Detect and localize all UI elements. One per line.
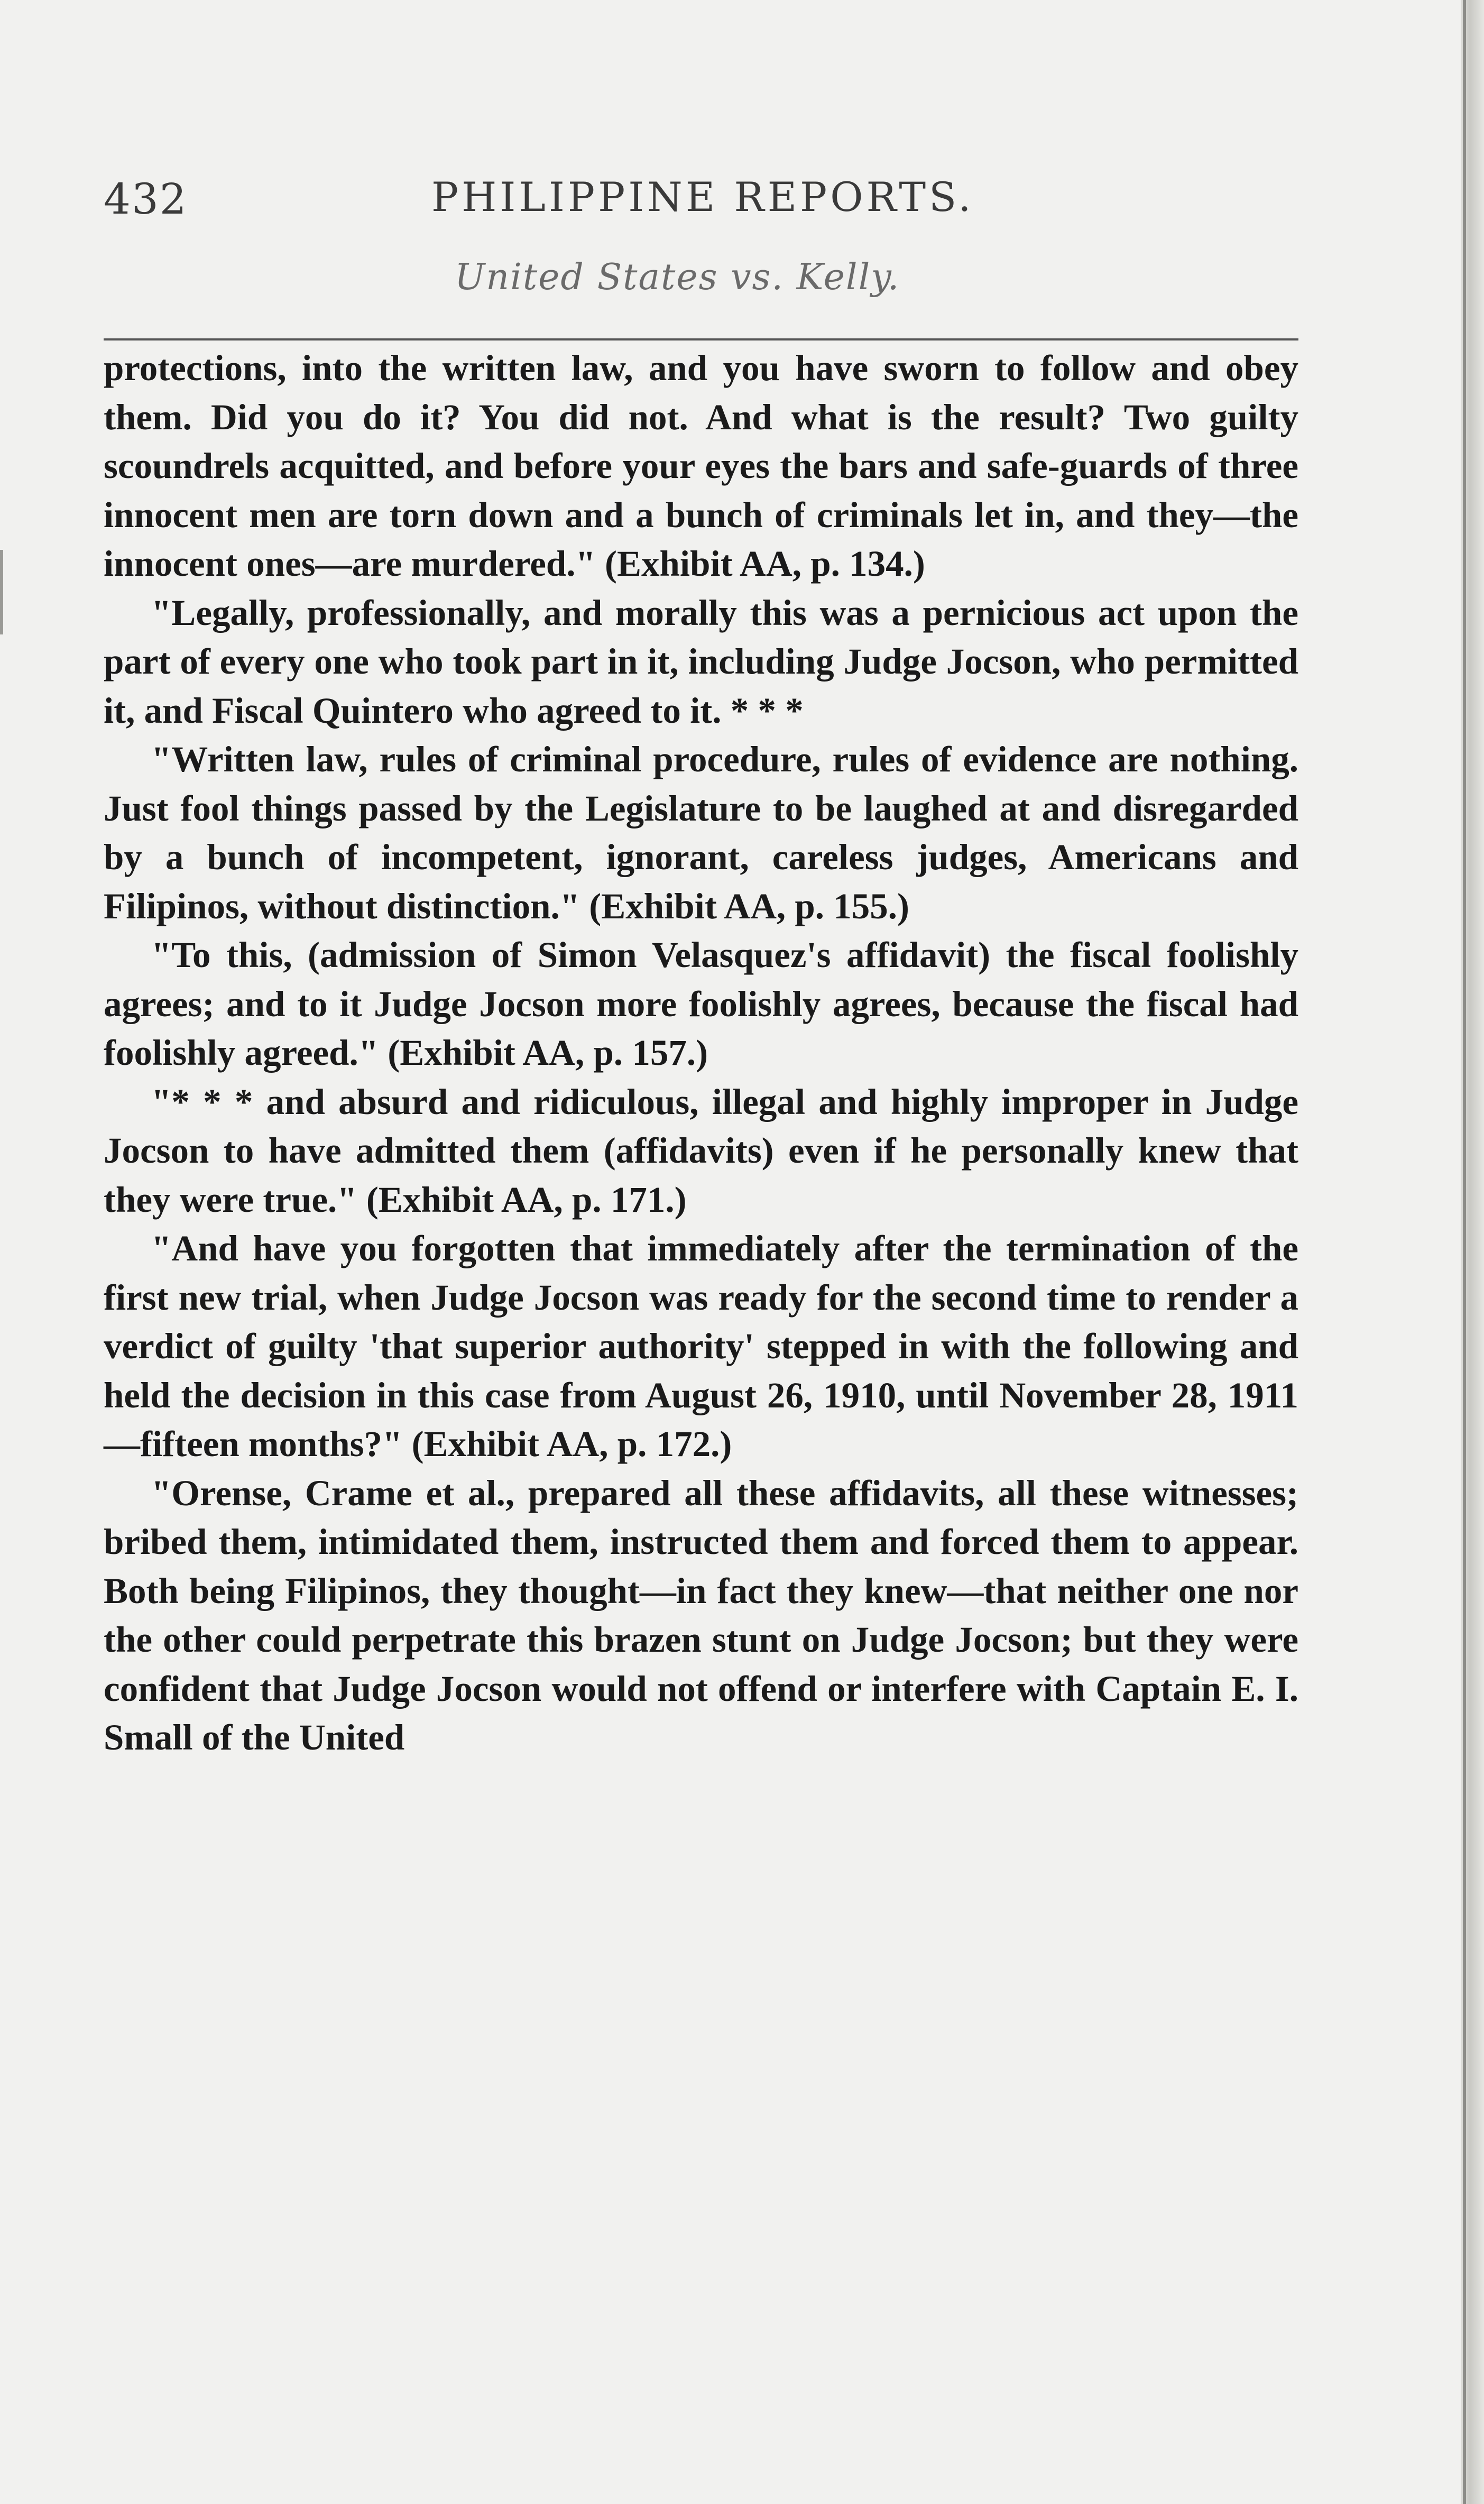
header-rule [104,338,1298,340]
paragraph: "To this, (admission of Simon Velasquez's affidavit) the fiscal foolishly agrees; and to it Judge Jocson more foolishly agrees, because the fiscal had foolishly agreed." (Exhibit AA, p. 157.) [104,935,1298,1073]
running-head: PHILIPPINE REPORTS. [431,173,974,220]
page-header [104,169,1298,227]
page-number: 432 [104,174,188,224]
paragraph: protections, into the written law, and you have sworn to follow and obey them. Did you do it? You did not. And what is the result? Two guilty scoundrels acquitted, and before your eyes the bars and safe-guards of three innocent men are torn down and a bunch of criminals let in, and they—the innocent ones—are murdered." (Exhibit AA, p. 134.) [104,348,1298,584]
paragraph: "* * * and absurd and ridiculous, illegal and highly improper in Judge Jocson to have admitted them (affidavits) even if he personally knew that they were true." (Exhibit AA, p. 171.) [104,1081,1298,1220]
paragraph: "Legally, professionally, and morally this was a pernicious act upon the part of every one who took part in it, including Judge Jocson, who permitted it, and Fiscal Quintero who agreed to it. * * * [104,592,1298,731]
page-binding-line [1463,0,1466,2504]
body-text [104,344,1298,1762]
paragraph: "Orense, Crame et al., prepared all these affidavits, all these witnesses; bribed them, intimidated them, instructed them and forced them to appear. Both being Filipinos, they thought—in fact they knew—that neither one nor the other could perpetrate this brazen stunt on Judge Jocson; but they were confident that Judge Jocson would not offend or interfere with Captain E. I. Small of the United [104,1472,1298,1757]
paragraph: "Written law, rules of criminal procedure, rules of evidence are nothing. Just fool things passed by the Legislature to be laughed at and disregarded by a bunch of incompetent, ignorant, careless judges, Americans and Filipinos, without distinction." (Exhibit AA, p. 155.) [104,739,1298,926]
margin-mark [0,550,3,634]
case-title: United States vs. Kelly. [455,256,900,298]
paragraph: "And have you forgotten that immediately after the termination of the first new trial, when Judge Jocson was ready for the second time to render a verdict of guilty 'that superior authority' stepped in with the following and held the decision in this case from August 26, 1910, until November 28, 1911—fifteen months?" (Exhibit AA, p. 172.) [104,1228,1298,1464]
